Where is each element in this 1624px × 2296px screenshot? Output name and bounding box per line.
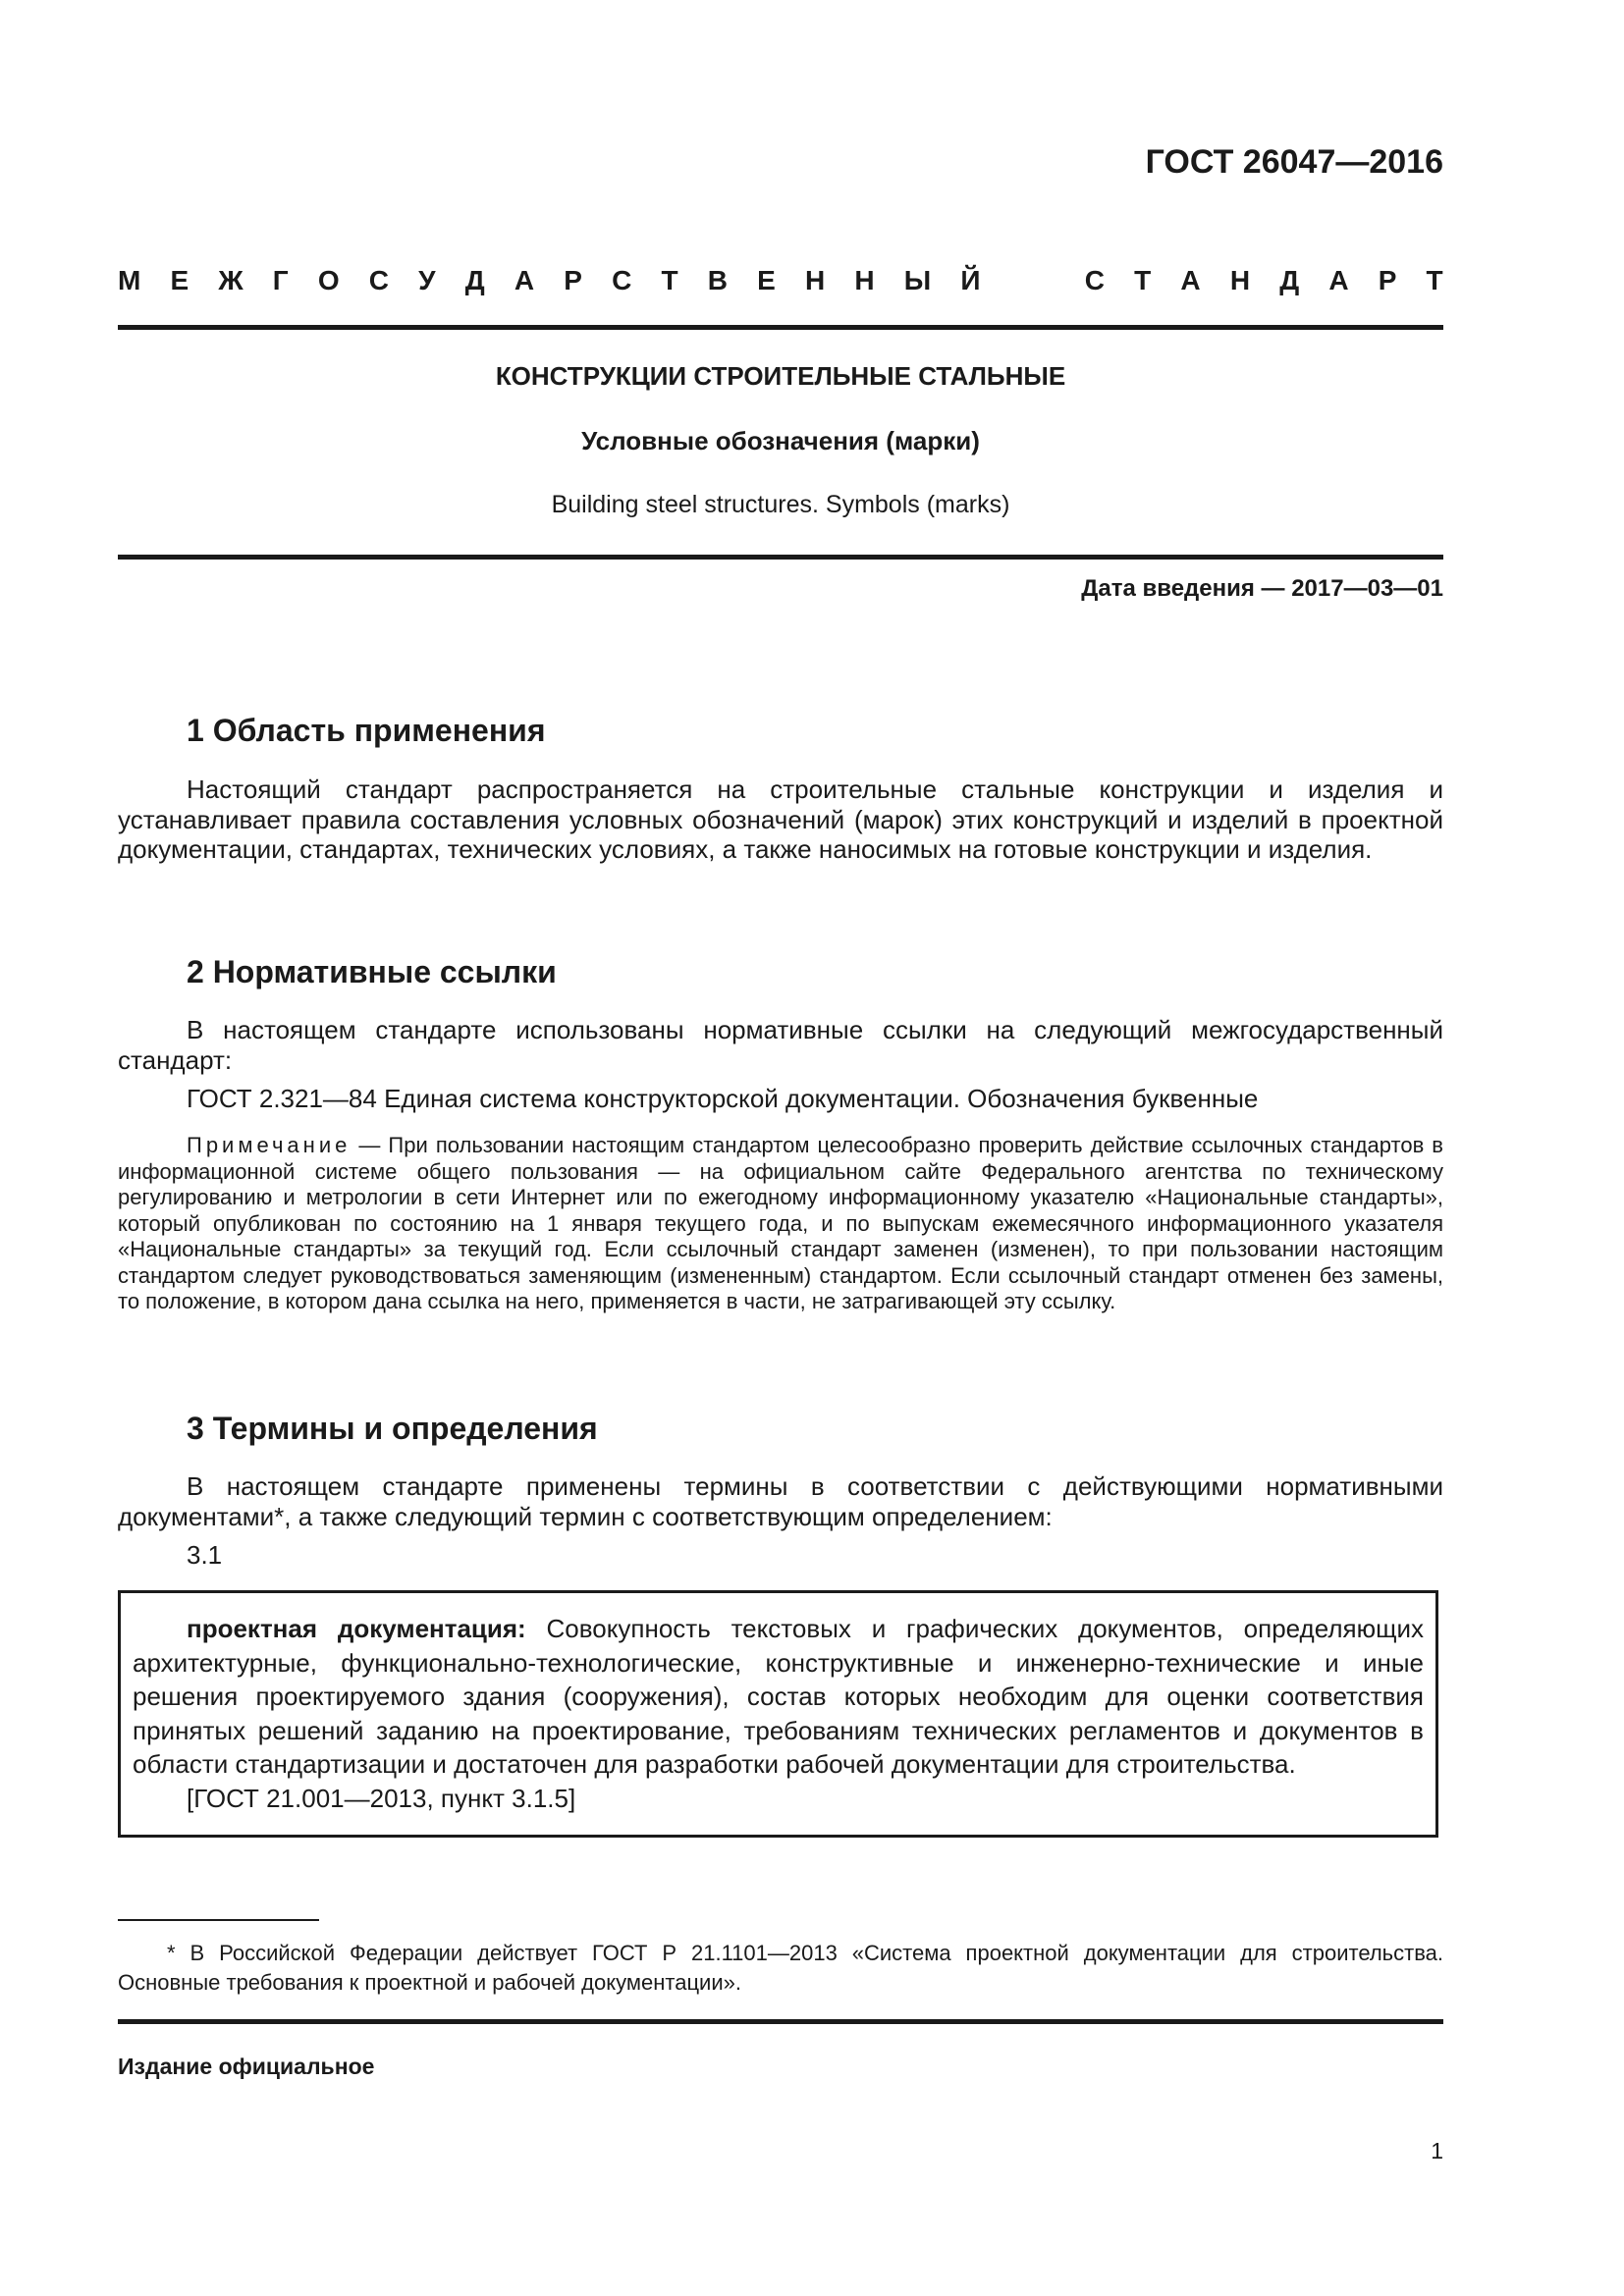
interstate-letter: Й [960,265,981,295]
footnote-rule [118,1919,319,1921]
official-edition-label: Издание официальное [118,2054,375,2079]
standard-title-english: Building steel structures. Symbols (marks) [551,491,1010,518]
interstate-letter: А [514,265,535,295]
page-number: 1 [1431,2138,1443,2163]
term-source: [ГОСТ 21.001—2013, пункт 3.1.5] [187,1783,576,1813]
interstate-letter: Д [1279,265,1300,295]
standard-subtitle: Условные обозначения (марки) [581,426,980,455]
section-3-text [118,1471,1443,1531]
interstate-letter: Т [661,265,678,295]
interstate-letter: Т [1426,265,1443,295]
interstate-letter: Ж [218,265,244,295]
interstate-letter: Г [272,265,289,295]
section-3-paragraph: В настоящем стандарте применены термины в соответствии с действующими нормативными документами*, а также следующий термин с соответствующим определением: [118,1471,1443,1531]
section-1-paragraph: Настоящий стандарт распространяется на строительные стальные конструкции и изделия и устанавливает правила составления условных обозначений (марок) этих конструкций и изделий в проектной документации, стандартах, технических условиях, а также наносимых на готовые конструкции и изделия. [118,774,1443,864]
footnote [118,1939,1443,1998]
interstate-letter: Н [854,265,875,295]
header-rule [118,325,1443,330]
interstate-letter: Н [804,265,826,295]
document-number: ГОСТ 26047—2016 [1145,143,1443,181]
footer-rule [118,2019,1443,2024]
section-1-text [118,774,1443,865]
interstate-letter: М [118,265,141,295]
interstate-letter: С [612,265,632,295]
interstate-letter: Р [1378,265,1397,295]
term-name: проектная документация: [187,1614,526,1643]
reference-gost-2-321: ГОСТ 2.321—84 Единая система конструкторской документации. Обозначения буквенные [187,1084,1259,1113]
interstate-letter: С [368,265,389,295]
note-text: — При пользовании настоящим стандартом целесообразно проверить действие ссылочных стандартов в информационной системе общего пользования — на официальном сайте Федерального агентства по техническому регулированию и метрологии в сети Интернет или по ежегодному информационному указателю «Национальные стандарты», который опубликован по состоянию на 1 января текущего года, и по выпускам ежемесячного информационного указателя «Национальные стандарты» за текущий год. Если ссылочный стандарт заменен (изменен), то при пользовании настоящим стандартом следует руководствоваться заменяющим (измененным) стандартом. Если ссылочный стандарт отменен без замены, то положение, в котором дана ссылка на него, применяется в части, не затрагивающей эту ссылку. [118,1133,1443,1313]
standard-title: КОНСТРУКЦИИ СТРОИТЕЛЬНЫЕ СТАЛЬНЫЕ [495,361,1066,391]
interstate-letter: В [707,265,728,295]
interstate-letter: Ы [903,265,932,295]
interstate-letter: С [1084,265,1105,295]
interstate-word-gap [1010,265,1056,296]
section-2-heading: 2 Нормативные ссылки [187,954,557,989]
section-2-note [118,1133,1443,1315]
interstate-letter: Р [564,265,582,295]
normative-reference [118,1084,1443,1114]
term-text: Совокупность текстовых и графических документов, определяющих архитектурные, функционально-технологические, конструктивные и инженерно-технические и иные решения проектируемого здания (сооружения), состав которых необходим для оценки соответствия принятых решений заданию на проектирование, требованиям технических регламентов и документов в области стандартизации и достаточен для разработки рабочей документации для строительства. [133,1614,1424,1779]
footnote-text: * В Российской Федерации действует ГОСТ Р 21.1101—2013 «Система проектной документации для строительства. Основные требования к проектной и рабочей документации». [118,1941,1443,1995]
note-label: Примечание [187,1133,352,1157]
term-number [118,1540,1443,1571]
interstate-standard-heading [118,265,1443,296]
interstate-letter: Н [1229,265,1251,295]
section-2-text [118,1015,1443,1075]
section-2-paragraph: В настоящем стандарте использованы нормативные ссылки на следующий межгосударственный стандарт: [118,1015,1443,1075]
section-3-heading: 3 Термины и определения [187,1411,598,1446]
interstate-letter: А [1328,265,1349,295]
interstate-letter: Т [1134,265,1152,295]
section-1-heading: 1 Область применения [187,713,546,748]
title-rule [118,555,1443,560]
term-number-value: 3.1 [187,1540,223,1570]
interstate-letter: О [317,265,340,295]
introduction-date: Дата введения — 2017—03—01 [1081,575,1443,602]
interstate-letter: Е [170,265,189,295]
interstate-letter: У [418,265,436,295]
term-definition [133,1612,1424,1815]
interstate-letter: А [1180,265,1201,295]
interstate-letter: Д [464,265,485,295]
interstate-letter: Е [757,265,776,295]
